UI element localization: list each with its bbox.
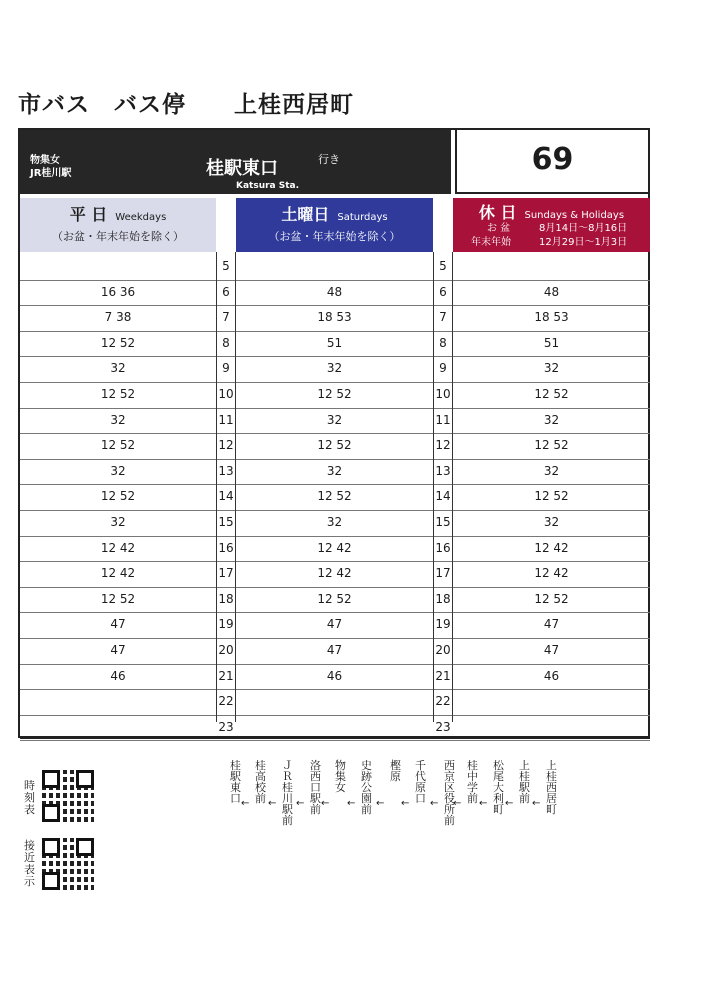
minutes-cell [453,689,650,713]
weekday-header [20,198,216,252]
minutes-cell: 12 42 [317,541,352,555]
hour-cell: 18 [218,592,234,606]
minutes-cell: 32 [543,413,560,427]
holiday-obon-dates: 8月14日～8月16日 [539,223,628,234]
minutes-cell: 51 [326,336,343,350]
minutes-cell: 51 [543,336,560,350]
destination-suffix: 行き [318,153,340,166]
weekday-label: 平 日 [69,205,108,224]
minutes-cell: 12 52 [534,489,569,503]
hour-cell: 6 [222,285,230,299]
row-divider [20,740,650,741]
minutes-cell: 46 [543,669,560,683]
route-arrow-icon: ← [479,798,488,809]
hour-cell: 9 [222,361,230,375]
hour-cell: 16 [435,541,451,555]
route-arrow-icon: ← [453,798,462,809]
minutes-cell: 48 [543,285,560,299]
minutes-cell: 32 [326,464,343,478]
destination-header [20,130,451,194]
hour-cell: 10 [218,387,234,401]
minutes-cell: 18 53 [534,310,569,324]
hour-cell: 8 [222,336,230,350]
hour-cell: 11 [435,413,451,427]
route-stop: Ｊ Ｒ 桂 川 駅 前 [282,759,293,827]
hour-cell: 14 [435,489,451,503]
minutes-cell: 12 52 [534,592,569,606]
column-divider [216,252,217,722]
minutes-cell: 46 [326,669,343,683]
hour-cell: 20 [435,643,451,657]
minutes-cell: 48 [326,285,343,299]
minutes-cell: 12 42 [317,566,352,580]
hour-cell: 17 [435,566,451,580]
minutes-cell: 32 [326,361,343,375]
route-arrow-icon: ← [401,798,410,809]
route-number: 69 [531,142,574,177]
minutes-cell: 12 42 [100,566,136,580]
saturday-note: （お盆・年末年始を除く） [268,230,401,243]
minutes-cell: 46 [110,669,126,683]
hour-cell: 19 [435,617,451,631]
weekday-label-en: Weekdays [115,212,167,223]
minutes-cell: 12 52 [100,336,136,350]
page-title: 市バス バス停 上桂西居町 [18,92,354,118]
minutes-cell: 12 52 [317,387,352,401]
hour-cell: 10 [435,387,451,401]
route-arrow-icon: ← [430,798,439,809]
minutes-cell: 32 [326,413,343,427]
hour-cell: 14 [218,489,234,503]
route-arrow-icon: ← [241,798,250,809]
saturday-label: 土曜日 [281,205,330,224]
table-bottom-border [20,738,650,739]
minutes-cell: 12 52 [100,438,136,452]
minutes-cell: 12 52 [534,438,569,452]
route-arrow-icon: ← [532,798,541,809]
approach-display-qr-label: 接 近 表 示 [24,839,35,888]
minutes-cell [453,254,650,278]
route-stop: 桂 駅 東 口 [230,759,241,805]
minutes-cell: 47 [543,643,560,657]
weekday-note: （お盆・年末年始を除く） [52,230,184,243]
destination-name-en: Katsura Sta. [236,181,300,191]
approach-display-qr-code[interactable] [42,838,94,890]
minutes-cell: 32 [543,361,560,375]
minutes-cell: 7 38 [104,310,132,324]
minutes-cell [20,715,216,739]
hour-cell: 12 [218,438,234,452]
minutes-cell: 32 [110,464,126,478]
route-stop: 西 京 区 役 所 前 [444,759,455,827]
hour-cell: 16 [218,541,234,555]
route-stop: 物 集 女 [335,759,346,794]
route-stop: 洛 西 口 駅 前 [310,759,321,816]
timetable-qr-label: 時 刻 表 [24,779,35,816]
minutes-cell: 12 42 [100,541,136,555]
hour-cell: 20 [218,643,234,657]
minutes-cell: 16 36 [100,285,136,299]
minutes-cell: 47 [110,643,126,657]
hour-cell: 7 [222,310,230,324]
hour-cell: 7 [439,310,447,324]
hour-cell: 21 [435,669,451,683]
column-divider [433,252,434,722]
route-arrow-icon: ← [505,798,514,809]
hour-cell: 8 [439,336,447,350]
via-stop: JR桂川駅 [30,168,72,179]
route-arrow-icon: ← [268,798,277,809]
route-number-box [455,130,648,194]
via-stops [30,154,71,180]
hour-cell: 6 [439,285,447,299]
minutes-cell: 47 [326,643,343,657]
minutes-cell: 47 [326,617,343,631]
hour-cell: 5 [439,259,447,273]
hour-cell: 12 [435,438,451,452]
holiday-nenmatsu-dates: 12月29日～1月3日 [539,237,628,248]
destination-name: 桂駅東口 [206,158,278,179]
column-divider [452,252,453,722]
hour-cell: 13 [218,464,234,478]
minutes-cell: 32 [110,361,126,375]
minutes-cell [236,689,433,713]
saturday-label-en: Saturdays [337,212,388,223]
hour-cell: 22 [218,694,234,708]
minutes-cell [236,254,433,278]
route-arrow-icon: ← [347,798,356,809]
timetable-qr-code[interactable] [42,770,94,822]
route-arrow-icon: ← [296,798,305,809]
minutes-cell: 32 [110,515,126,529]
hour-cell: 15 [218,515,234,529]
hour-cell: 18 [435,592,451,606]
hour-cell: 13 [435,464,451,478]
route-arrow-icon: ← [376,798,385,809]
hour-cell: 9 [439,361,447,375]
hour-cell: 17 [218,566,234,580]
route-stop: 樫 原 [390,759,401,783]
minutes-cell: 18 53 [317,310,352,324]
route-stop: 史 跡 公 園 前 [361,759,372,816]
route-stop: 千 代 原 口 [415,759,426,805]
holiday-nenmatsu-label: 年末年始 [471,237,511,248]
minutes-cell [20,689,216,713]
hour-cell: 19 [218,617,234,631]
route-stop: 松 尾 大 利 町 [493,759,504,816]
minutes-cell: 32 [110,413,126,427]
route-stop: 上 桂 西 居 町 [546,759,557,816]
minutes-cell: 32 [543,464,560,478]
hour-cell: 23 [435,720,451,734]
minutes-cell: 47 [110,617,126,631]
route-stop: 桂 中 学 前 [467,759,478,805]
column-divider [235,252,236,722]
hour-cell: 11 [218,413,234,427]
route-stop: 上 桂 駅 前 [519,759,530,805]
minutes-cell: 32 [543,515,560,529]
holiday-obon-label: お 盆 [487,223,511,234]
hour-cell: 21 [218,669,234,683]
minutes-cell: 47 [543,617,560,631]
minutes-cell: 32 [326,515,343,529]
minutes-cell: 12 42 [534,566,569,580]
holiday-header [453,198,650,252]
minutes-cell: 12 52 [534,387,569,401]
minutes-cell [236,715,433,739]
minutes-cell: 12 52 [317,489,352,503]
hour-cell: 15 [435,515,451,529]
hour-cell: 5 [222,259,230,273]
minutes-cell [20,254,216,278]
minutes-cell: 12 42 [534,541,569,555]
route-arrow-icon: ← [321,798,330,809]
minutes-cell: 12 52 [100,387,136,401]
holiday-label: 休 日 [478,203,517,222]
saturday-header [236,198,433,252]
minutes-cell [453,715,650,739]
route-stop: 桂 高 校 前 [255,759,266,805]
minutes-cell: 12 52 [100,489,136,503]
minutes-cell: 12 52 [317,592,352,606]
minutes-cell: 12 52 [100,592,136,606]
holiday-label-en: Sundays & Holidays [524,210,625,221]
hour-cell: 22 [435,694,451,708]
via-stop: 物集女 [30,155,60,166]
minutes-cell: 12 52 [317,438,352,452]
hour-cell: 23 [218,720,234,734]
